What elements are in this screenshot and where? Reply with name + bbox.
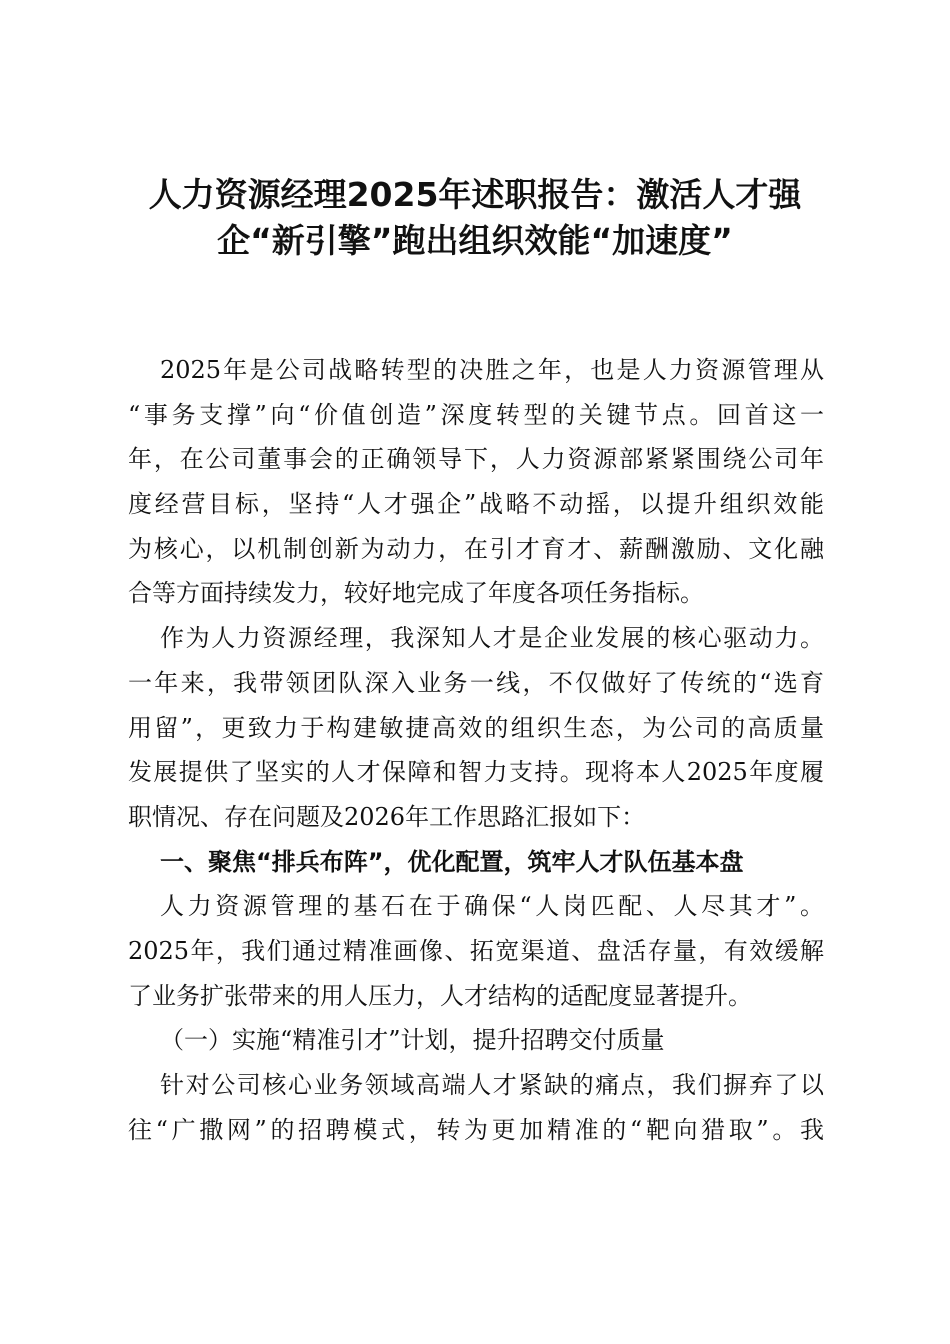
- body-text-line: 一年来，我带领团队深入业务一线，不仅做好了传统的“选育: [128, 668, 824, 697]
- body-text-line: 往“广撒网”的招聘模式，转为更加精准的“靶向猎取”。我: [128, 1115, 824, 1144]
- subsection-heading: （一）实施“精准引才”计划，提升招聘交付质量: [160, 1026, 665, 1055]
- body-text-line: 2025年，我们通过精准画像、拓宽渠道、盘活存量，有效缓解: [128, 936, 824, 965]
- body-text-line: 了业务扩张带来的用人压力，人才结构的适配度显著提升。: [128, 981, 752, 1010]
- document-body: [128, 348, 824, 1152]
- body-text-line: 用留”，更致力于构建敏捷高效的组织生态，为公司的高质量: [128, 713, 824, 742]
- body-text-line: 为核心，以机制创新为动力，在引才育才、薪酬激励、文化融: [128, 534, 824, 563]
- body-text-line: 作为人力资源经理，我深知人才是企业发展的核心驱动力。: [160, 624, 824, 653]
- body-text-line: 发展提供了坚实的人才保障和智力支持。现将本人2025年度履: [128, 758, 824, 787]
- document-title-line-1: 人力资源经理2025年述职报告：激活人才强: [148, 175, 802, 214]
- body-text-line: 人力资源管理的基石在于确保“人岗匹配、人尽其才”。: [160, 892, 824, 921]
- body-text-line: 合等方面持续发力，较好地完成了年度各项任务指标。: [128, 579, 704, 608]
- body-text-line: 职情况、存在问题及2026年工作思路汇报如下：: [128, 802, 646, 831]
- document-title-line-2: 企“新引擎”跑出组织效能“加速度”: [217, 221, 733, 260]
- body-text-line: 针对公司核心业务领域高端人才紧缺的痛点，我们摒弃了以: [160, 1071, 824, 1099]
- body-text-line: 2025年是公司战略转型的决胜之年，也是人力资源管理从: [160, 356, 824, 384]
- body-text-line: “事务支撑”向“价值创造”深度转型的关键节点。回首这一: [128, 400, 824, 429]
- body-text-line: 度经营目标，坚持“人才强企”战略不动摇，以提升组织效能: [128, 490, 824, 519]
- body-text-line: 年，在公司董事会的正确领导下，人力资源部紧紧围绕公司年: [128, 445, 824, 474]
- section-heading: 一、聚焦“排兵布阵”，优化配置，筑牢人才队伍基本盘: [160, 847, 744, 876]
